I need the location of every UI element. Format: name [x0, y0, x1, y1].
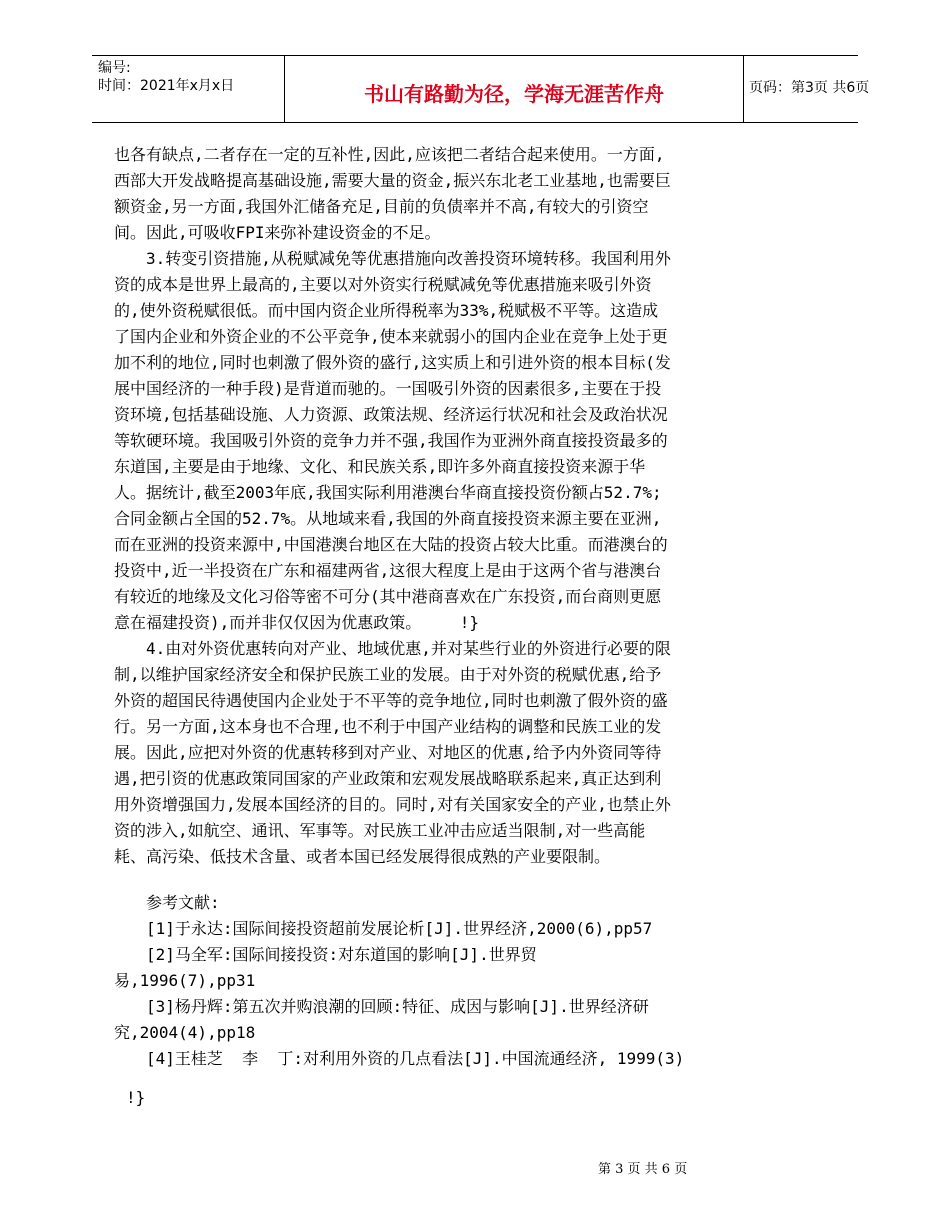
reference-item: [4]王桂芝 李 丁:对利用外资的几点看法[J].中国流通经济, 1999(3): [146, 1049, 685, 1068]
header-page-info: 页码：第3页 共6页: [749, 80, 870, 96]
body-line: 遇,把引资的优惠政策同国家的产业政策和宏观发展战略联系起来,真正达到利: [114, 769, 662, 788]
body-line: 也各有缺点,二者存在一定的互补性,因此,应该把二者结合起来使用。一方面,: [114, 145, 665, 164]
body-line: 行。另一方面,这本身也不合理,也不利于中国产业结构的调整和民族工业的发: [114, 717, 662, 736]
body-line: 意在福建投资),而并非仅仅因为优惠政策。 !}: [114, 613, 480, 632]
body-line: 加不利的地位,同时也刺激了假外资的盛行,这实质上和引进外资的根本目标(发: [114, 353, 671, 372]
body-line: 资环境,包括基础设施、人力资源、政策法规、经济运行状况和社会及政治状况: [114, 405, 668, 424]
page-header: [92, 55, 870, 123]
references-heading: 参考文献:: [146, 893, 220, 912]
body-line: 耗、高污染、低技术含量、或者本国已经发展得很成熟的产业要限制。: [114, 847, 611, 866]
document-body: [114, 142, 834, 1072]
body-line: 额资金,另一方面,我国外汇储备充足,目前的负债率并不高,有较大的引资空: [114, 197, 649, 216]
body-line: 合同金额占全国的52.7%。从地域来看,我国的外商直接投资来源主要在亚洲,: [114, 509, 662, 528]
body-line: 东道国,主要是由于地缘、文化、和民族关系,即许多外商直接投资来源于华: [114, 457, 646, 476]
body-line: 资的成本是世界上最高的,主要以对外资实行税赋减免等优惠措施来吸引外资: [114, 275, 652, 294]
page-footer: 第 3 页 共 6 页: [598, 1162, 688, 1177]
body-line: 而在亚洲的投资来源中,中国港澳台地区在大陆的投资占较大比重。而港澳台的: [114, 535, 668, 554]
header-page-cell: [743, 56, 870, 122]
reference-continuation: 究,2004(4),pp18: [114, 1023, 256, 1042]
document-time-label: 时间：2021年x月x日: [98, 78, 235, 94]
body-line: 了国内企业和外资企业的不公平竞争,使本来就弱小的国内企业在竞争上处于更: [114, 327, 668, 346]
body-line: 等软硬环境。我国吸引外资的竞争力并不强,我国作为亚洲外商直接投资最多的: [114, 431, 668, 450]
body-line: 有较近的地缘及文化习俗等密不可分(其中港商喜欢在广东投资,而台商则更愿: [114, 587, 662, 606]
body-line: 资的涉入,如航空、通讯、军事等。对民族工业冲击应适当限制,对一些高能: [114, 821, 646, 840]
paragraph-4-start: 4.由对外资优惠转向对产业、地域优惠,并对某些行业的外资进行必要的限: [146, 639, 671, 658]
header-meta-cell: [92, 56, 284, 122]
reference-item: [1]于永达:国际间接投资超前发展论析[J].世界经济,2000(6),pp57: [146, 919, 653, 938]
body-line: 外资的超国民待遇使国内企业处于不平等的竞争地位,同时也刺激了假外资的盛: [114, 691, 668, 710]
body-line: 展中国经济的一种手段)是背道而驰的。一国吸引外资的因素很多,主要在于投: [114, 379, 662, 398]
document-number-label: 编号:: [98, 60, 131, 76]
header-motto-cell: [284, 56, 744, 122]
body-line: 的,使外资税赋很低。而中国内资企业所得税率为33%,税赋极不平等。这造成: [114, 301, 659, 320]
section-spacer: [114, 870, 834, 890]
header-motto: 书山有路勤为径，学海无涯苦作舟: [364, 82, 664, 106]
body-line: 西部大开发战略提高基础设施,需要大量的资金,振兴东北老工业基地,也需要巨: [114, 171, 671, 190]
body-line: 投资中,近一半投资在广东和福建两省,这很大程度上是由于这两个省与港澳台: [114, 561, 662, 580]
body-line: 展。因此,应把对外资的优惠转移到对产业、对地区的优惠,给予内外资同等待: [114, 743, 662, 762]
reference-continuation: 易,1996(7),pp31: [114, 971, 256, 990]
stray-mark: !}: [126, 1088, 146, 1107]
body-line: 人。据统计,截至2003年底,我国实际利用港澳台华商直接投资份额占52.7%;: [114, 483, 662, 502]
reference-item: [3]杨丹辉:第五次并购浪潮的回顾:特征、成因与影响[J].世界经济研: [146, 997, 649, 1016]
paragraph-3-start: 3.转变引资措施,从税赋减免等优惠措施向改善投资环境转移。我国利用外: [146, 249, 671, 268]
body-line: 间。因此,可吸收FPI来弥补建设资金的不足。: [114, 223, 441, 242]
body-line: 用外资增强国力,发展本国经济的目的。同时,对有关国家安全的产业,也禁止外: [114, 795, 671, 814]
reference-item: [2]马全军:国际间接投资:对东道国的影响[J].世界贸: [146, 945, 537, 964]
body-line: 制,以维护国家经济安全和保护民族工业的发展。由于对外资的税赋优惠,给予: [114, 665, 662, 684]
